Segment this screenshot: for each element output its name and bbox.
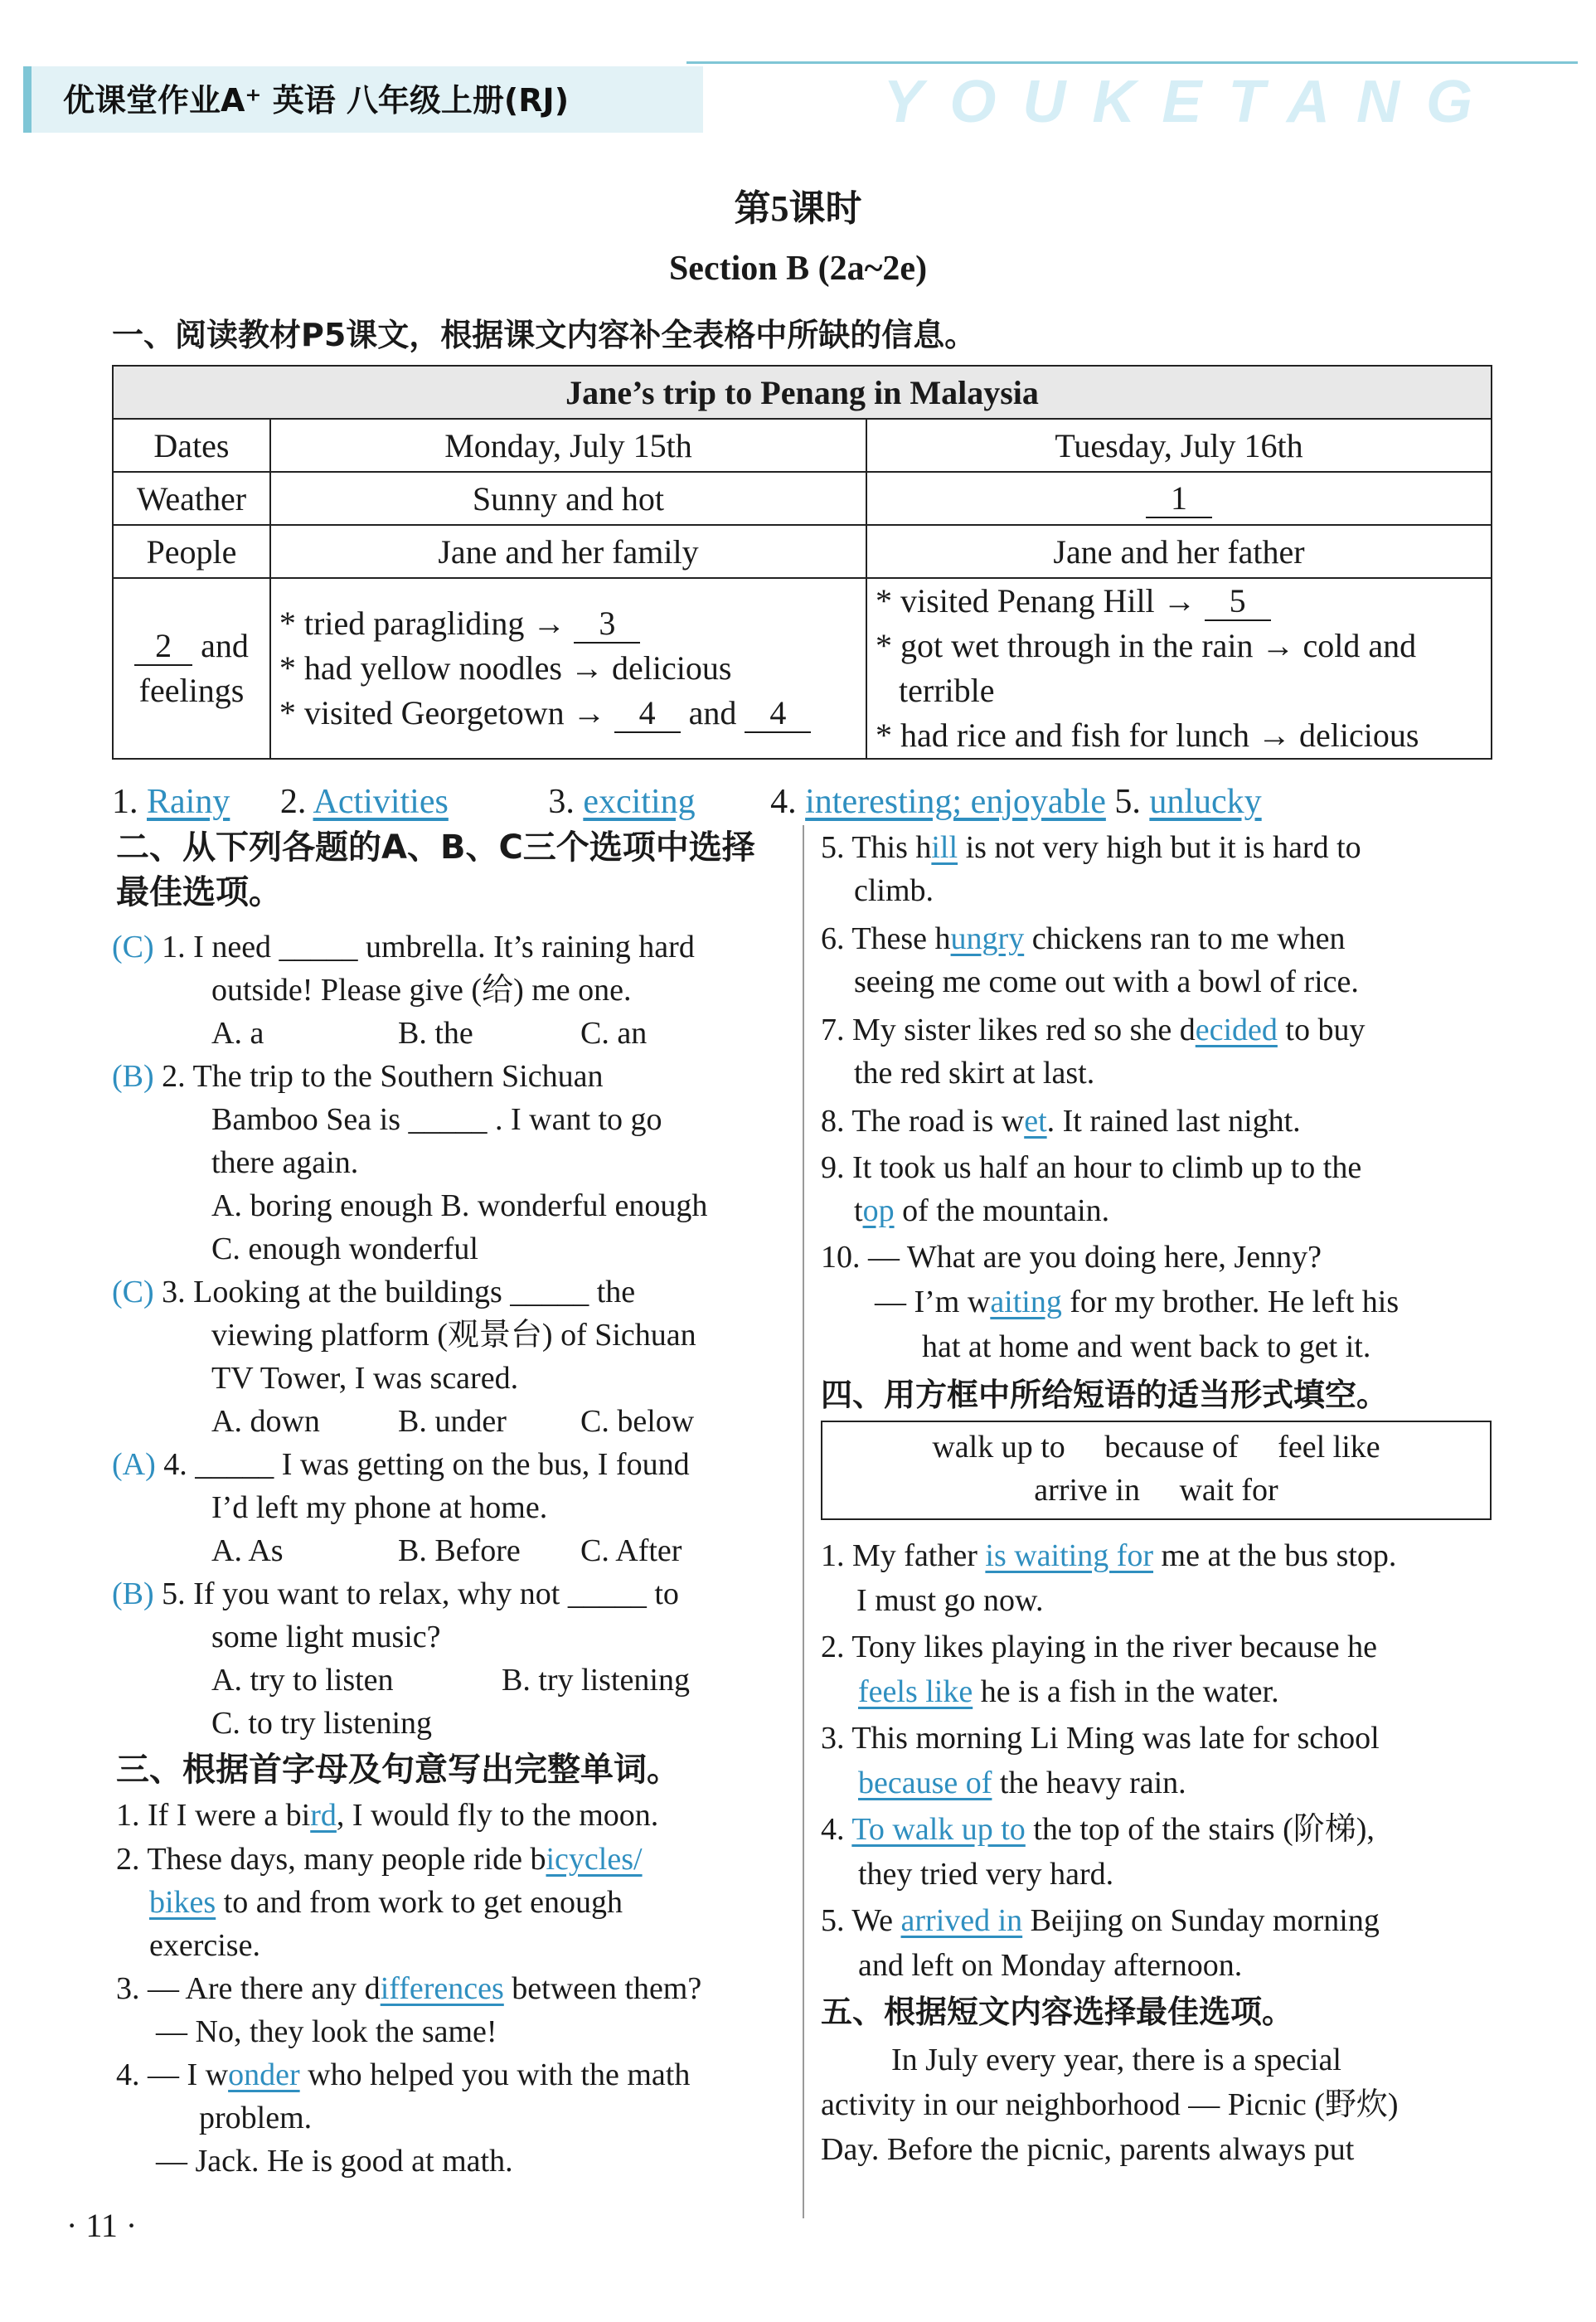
word-item-9: 9. It took us half an hour to climb up to the <box>821 1150 1362 1185</box>
question-text: outside! Please give (给) me one. <box>211 973 632 1008</box>
word-item-2-cont: exercise. <box>149 1928 260 1963</box>
cell-tue-weather <box>866 472 1492 525</box>
answer: rd <box>310 1798 337 1833</box>
option-c: C. enough wonderful <box>211 1231 478 1266</box>
blank-4a: 4 <box>614 695 681 733</box>
word-item-6: 6. These hungry chickens ran to me when <box>821 921 1346 956</box>
passage-line-1: In July every year, there is a special <box>891 2043 1341 2077</box>
word-item-5-cont: climb. <box>854 873 934 908</box>
option-a: A. a <box>211 1016 264 1051</box>
word-item-10-reply: — I’m waiting for my brother. He left his <box>875 1285 1400 1319</box>
question-text: I’d left my phone at home. <box>211 1490 548 1525</box>
blank-1: 1 <box>1146 480 1212 518</box>
answer: onder <box>228 2057 300 2092</box>
header-rule <box>686 61 1578 64</box>
word-item-4: 4. — I wonder who helped you with the math <box>116 2057 691 2092</box>
part4-heading: 四、用方框中所给短语的适当形式填空。 <box>821 1377 1389 1413</box>
blank-4b: 4 <box>745 695 811 733</box>
word-item-7: 7. My sister likes red so she decided to buy <box>821 1013 1366 1047</box>
blank-5: 5 <box>1205 583 1271 621</box>
question-text: 1. I need _____ umbrella. It’s raining hard <box>162 930 695 964</box>
ans-num: 1. <box>112 783 138 821</box>
phrase-row-1: walk up to because of feel like <box>932 1430 1380 1465</box>
passage-line-2: activity in our neighborhood — Picnic (野炊) <box>821 2087 1399 2122</box>
word-item-10: 10. — What are you doing here, Jenny? <box>821 1240 1322 1275</box>
answer: ungry <box>950 921 1025 956</box>
answer: ecided <box>1195 1013 1278 1047</box>
phrase-box <box>821 1421 1492 1520</box>
ans-num: 4. <box>770 783 797 821</box>
word-item-2: 2. These days, many people ride bicycles/ <box>116 1842 643 1877</box>
table-title: Jane’s trip to Penang in Malaysia <box>113 366 1492 419</box>
option-b: B. under <box>398 1404 507 1439</box>
row-label-people: People <box>113 525 270 578</box>
cell-mon-people: Jane and her family <box>270 525 866 578</box>
question-text: 5. If you want to relax, why not _____ to <box>162 1576 679 1611</box>
answer: To walk up to <box>851 1812 1026 1847</box>
blank-3: 3 <box>574 605 640 644</box>
label-and: and <box>201 627 249 664</box>
page-number: · 11 · <box>66 2207 138 2244</box>
tue-activity-1: * visited Penang Hill → <box>876 582 1196 619</box>
part5-heading: 五、根据短文内容选择最佳选项。 <box>821 1994 1294 2030</box>
word-item-2-cont: bikes to and from work to get enough <box>149 1885 623 1920</box>
word-item-8: 8. The road is wet. It rained last night. <box>821 1104 1301 1139</box>
answer: ifferences <box>380 1971 504 2006</box>
question-text: 2. The trip to the Southern Sichuan <box>162 1059 604 1094</box>
option-b: B. try listening <box>502 1663 690 1698</box>
mcq-answer: (C) <box>112 930 154 964</box>
word-item-1: 1. If I were a bird, I would fly to the moon. <box>116 1798 659 1833</box>
option-a: A. try to listen <box>211 1663 394 1698</box>
mcq-answer: (B) <box>112 1576 154 1611</box>
mcq-answer: (A) <box>112 1447 156 1482</box>
row-label-weather: Weather <box>113 472 270 525</box>
word-item-6-cont: seeing me come out with a bowl of rice. <box>854 964 1359 999</box>
answer: is waiting for <box>985 1538 1154 1573</box>
question-text: 3. Looking at the buildings _____ the <box>162 1275 636 1309</box>
option-c: C. below <box>580 1404 695 1439</box>
option-b: B. Before <box>398 1533 521 1568</box>
question-text: viewing platform (观景台) of Sichuan <box>211 1318 696 1353</box>
word-item-4-cont: problem. <box>199 2101 313 2135</box>
trip-table <box>112 365 1492 760</box>
question-text: 4. _____ I was getting on the bus, I found <box>163 1447 690 1482</box>
phrase-item-3: 3. This morning Li Ming was late for school <box>821 1721 1380 1756</box>
mcq-answer: (C) <box>112 1275 154 1309</box>
mon-activity-3: * visited Georgetown → <box>279 694 606 731</box>
word-item-7-cont: the red skirt at last. <box>854 1056 1095 1091</box>
tue-activity-2: * got wet through in the rain → cold and <box>876 627 1417 664</box>
tue-activity-3: * had rice and fish for lunch → delicious <box>876 717 1419 754</box>
book-title: 优课堂作业A⁺ 英语 八年级上册(RJ) <box>63 82 570 119</box>
column-divider <box>803 825 804 2218</box>
answer: unlucky <box>1149 783 1262 821</box>
word-item-9-cont: top of the mountain. <box>854 1193 1110 1228</box>
part2-heading-2: 最佳选项。 <box>116 873 282 911</box>
section-title: Section B (2a~2e) <box>668 250 928 288</box>
cell-tue-date: Tuesday, July 16th <box>866 419 1492 472</box>
mon-activity-1: * tried paragliding → <box>279 605 566 642</box>
tue-activity-2b: terrible <box>899 672 995 709</box>
word-item-3: 3. — Are there any differences between them? <box>116 1971 702 2006</box>
phrase-item-2: 2. Tony likes playing in the river because he <box>821 1630 1377 1664</box>
options: A. boring enough B. wonderful enough <box>211 1188 708 1223</box>
blank-2: 2 <box>134 628 192 666</box>
answer: et <box>1024 1104 1047 1139</box>
label-feelings: feelings <box>138 672 245 709</box>
option-a: A. down <box>211 1404 320 1439</box>
word-item-3-reply: — No, they look the same! <box>156 2014 497 2049</box>
part3-heading: 三、根据首字母及句意写出完整单词。 <box>116 1751 680 1789</box>
answer: ill <box>931 830 958 865</box>
answer: Activities <box>313 783 449 821</box>
answer: feels like <box>858 1674 973 1709</box>
part1-answers <box>112 782 1262 822</box>
phrase-item-2-cont: feels like he is a fish in the water. <box>858 1674 1279 1709</box>
row-label-dates: Dates <box>113 419 270 472</box>
mon-activity-2: * had yellow noodles → delicious <box>279 649 732 687</box>
answer: interesting; enjoyable <box>805 783 1106 821</box>
question-text: Bamboo Sea is _____ . I want to go <box>211 1102 662 1137</box>
answer: arrived in <box>900 1903 1023 1938</box>
passage-line-3: Day. Before the picnic, parents always put <box>821 2132 1355 2167</box>
part1-heading: 一、阅读教材P5课文，根据课文内容补全表格中所缺的信息。 <box>112 317 977 353</box>
cell-tue-people: Jane and her father <box>866 525 1492 578</box>
answer: op <box>862 1193 895 1228</box>
ans-num: 3. <box>548 783 575 821</box>
cell-mon-weather: Sunny and hot <box>270 472 866 525</box>
word-item-5: 5. This hill is not very high but it is hard to <box>821 830 1361 865</box>
phrase-item-5-cont: and left on Monday afternoon. <box>858 1948 1243 1983</box>
phrase-item-1: 1. My father is waiting for me at the bus stop. <box>821 1538 1397 1573</box>
option-c: C. to try listening <box>211 1706 432 1741</box>
page-header <box>23 60 1578 136</box>
phrase-row-2: arrive in wait for <box>1034 1473 1278 1508</box>
phrase-item-1-cont: I must go now. <box>856 1583 1044 1618</box>
answer: bikes <box>149 1885 216 1920</box>
question-text: TV Tower, I was scared. <box>211 1361 519 1396</box>
phrase-item-5: 5. We arrived in Beijing on Sunday morning <box>821 1903 1380 1938</box>
option-c: C. After <box>580 1533 682 1568</box>
lesson-title: 第5课时 <box>734 188 862 229</box>
option-b: B. the <box>398 1016 473 1051</box>
header-watermark: YOUKETANG <box>883 69 1499 135</box>
question-text: there again. <box>211 1145 359 1180</box>
answer: because of <box>858 1766 992 1800</box>
phrase-item-4-cont: they tried very hard. <box>858 1857 1114 1892</box>
cell-tue-activities <box>866 578 1492 759</box>
answer: Rainy <box>147 783 230 821</box>
phrase-item-3-cont: because of the heavy rain. <box>858 1766 1186 1800</box>
cell-mon-date: Monday, July 15th <box>270 419 866 472</box>
part2-heading: 二、从下列各题的A、B、C三个选项中选择 <box>116 828 755 867</box>
option-a: A. As <box>211 1533 284 1568</box>
row-label-activities <box>113 578 270 759</box>
word-item-10-cont: hat at home and went back to get it. <box>922 1329 1371 1364</box>
cell-mon-activities <box>270 578 866 759</box>
option-c: C. an <box>580 1016 648 1051</box>
word-item-4-reply: — Jack. He is good at math. <box>156 2144 513 2179</box>
ans-num: 2. <box>279 783 307 821</box>
phrase-item-4: 4. To walk up to the top of the stairs (阶梯), <box>821 1812 1375 1847</box>
ans-num: 5. <box>1114 783 1141 821</box>
question-text: some light music? <box>211 1620 441 1654</box>
answer: icycles/ <box>546 1842 643 1877</box>
answer: exciting <box>583 783 696 821</box>
mon-and: and <box>688 694 737 731</box>
answer: aiting <box>990 1285 1062 1319</box>
mcq-answer: (B) <box>112 1059 154 1094</box>
